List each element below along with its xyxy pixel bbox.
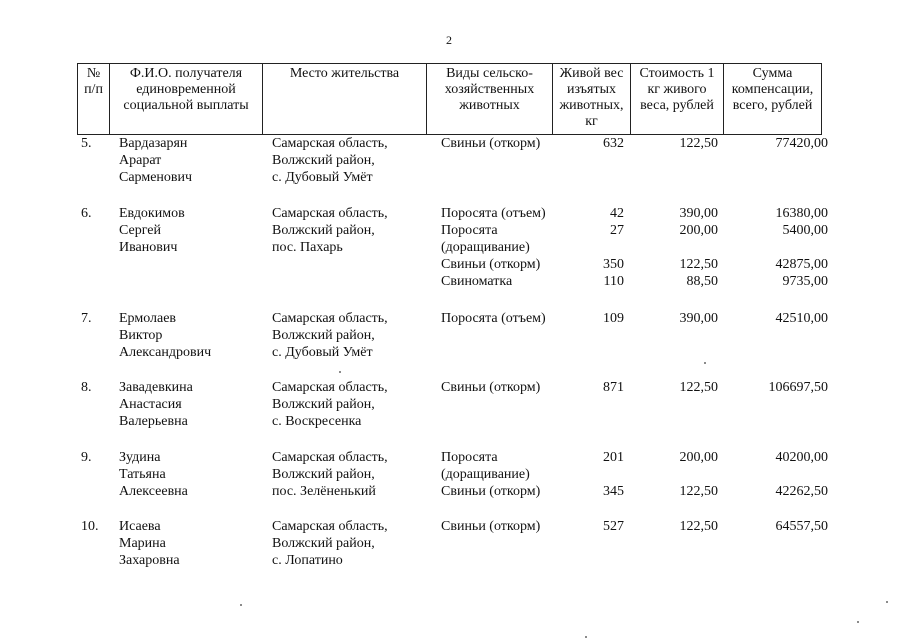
- residence-line: с. Дубовый Умёт: [272, 170, 373, 185]
- sum-value: 64557,50: [775, 519, 828, 534]
- residence-line: Волжский район,: [272, 153, 375, 168]
- price-per-kg: [640, 135, 718, 152]
- animal-kind-line: (доращивание): [441, 240, 530, 255]
- recipient-name: [119, 205, 259, 256]
- residence: [272, 379, 432, 430]
- name-line: Завадевкина: [119, 380, 193, 395]
- line-gap: [640, 466, 718, 483]
- recipient-name: [119, 518, 259, 569]
- weight-value: 345: [603, 484, 624, 499]
- table-header: [77, 63, 822, 135]
- price-value: 122,50: [679, 519, 718, 534]
- residence: [272, 205, 432, 256]
- residence-line: Самарская область,: [272, 380, 388, 395]
- animal-kinds: [441, 449, 567, 500]
- price-value: 122,50: [679, 257, 718, 272]
- animal-kind-line: Свиноматка: [441, 274, 513, 289]
- header-name: Ф.И.О. получателя единовременной социальной выплаты: [110, 64, 263, 135]
- animal-kind-line: Свиньи (откорм): [441, 519, 541, 534]
- compensation-sum: [740, 379, 828, 396]
- page-number: 2: [446, 33, 452, 47]
- header-place: Место жительства: [263, 64, 427, 135]
- residence: [272, 449, 432, 500]
- sum-value: 42875,00: [775, 257, 828, 272]
- compensation-sum: [740, 449, 828, 500]
- live-weight: [572, 518, 624, 535]
- price-per-kg: [640, 449, 718, 500]
- residence-line: пос. Пахарь: [272, 240, 343, 255]
- scan-speck: [240, 604, 242, 606]
- animal-kinds: [441, 205, 567, 290]
- price-per-kg: [640, 310, 718, 327]
- compensation-sum: [740, 135, 828, 152]
- residence-line: с. Воскресенка: [272, 414, 362, 429]
- line-gap: [572, 466, 624, 483]
- live-weight: [572, 135, 624, 152]
- residence-line: Волжский район,: [272, 328, 375, 343]
- weight-value: 527: [603, 519, 624, 534]
- row-number: 6.: [81, 206, 92, 221]
- sum-value: 9735,00: [782, 274, 828, 289]
- residence-line: Волжский район,: [272, 467, 375, 482]
- name-line: Вардазарян: [119, 136, 188, 151]
- scan-speck: [704, 362, 706, 364]
- residence-line: Самарская область,: [272, 206, 388, 221]
- live-weight: [572, 449, 624, 500]
- weight-value: 632: [603, 136, 624, 151]
- scan-speck: [585, 636, 587, 638]
- name-line: Татьяна: [119, 467, 166, 482]
- sum-value: 42262,50: [775, 484, 828, 499]
- row-number: 10.: [81, 519, 99, 534]
- name-line: Исаева: [119, 519, 161, 534]
- recipient-name: [119, 449, 259, 500]
- animal-kinds: [441, 518, 567, 535]
- line-gap: [572, 239, 624, 256]
- sum-value: 77420,00: [775, 136, 828, 151]
- name-line: Зудина: [119, 450, 161, 465]
- recipient-name: [119, 310, 259, 361]
- residence-line: пос. Зелёненький: [272, 484, 376, 499]
- header-weight: Живой вес изъятых животных, кг: [553, 64, 631, 135]
- weight-value: 201: [603, 450, 624, 465]
- line-gap: [740, 239, 828, 256]
- row-number: 9.: [81, 450, 92, 465]
- line-gap: [740, 466, 828, 483]
- residence-line: Волжский район,: [272, 223, 375, 238]
- price-value: 122,50: [679, 136, 718, 151]
- weight-value: 27: [610, 223, 624, 238]
- compensation-sum: [740, 518, 828, 535]
- header-price: Стоимость 1 кг живого веса, рублей: [631, 64, 724, 135]
- compensation-sum: [740, 310, 828, 327]
- live-weight: [572, 310, 624, 327]
- residence-line: Волжский район,: [272, 397, 375, 412]
- name-line: Валерьевна: [119, 414, 188, 429]
- recipient-name: [119, 135, 259, 186]
- compensation-sum: [740, 205, 828, 290]
- header-sum: Сумма компенсации, всего, рублей: [724, 64, 822, 135]
- residence-line: Волжский район,: [272, 536, 375, 551]
- name-line: Виктор: [119, 328, 163, 343]
- weight-value: 350: [603, 257, 624, 272]
- row-number: 5.: [81, 136, 92, 151]
- price-per-kg: [640, 379, 718, 396]
- row-number: 8.: [81, 380, 92, 395]
- live-weight: [572, 379, 624, 396]
- price-value: 122,50: [679, 380, 718, 395]
- animal-kind-line: Свиньи (откорм): [441, 136, 541, 151]
- row-number: 7.: [81, 311, 92, 326]
- weight-value: 871: [603, 380, 624, 395]
- name-line: Сергей: [119, 223, 161, 238]
- price-value: 200,00: [679, 450, 718, 465]
- name-line: Александрович: [119, 345, 212, 360]
- residence: [272, 518, 432, 569]
- animal-kind-line: Свиньи (откорм): [441, 380, 541, 395]
- sum-value: 40200,00: [775, 450, 828, 465]
- animal-kind-line: (доращивание): [441, 467, 530, 482]
- weight-value: 109: [603, 311, 624, 326]
- animal-kinds: [441, 135, 567, 152]
- name-line: Алексеевна: [119, 484, 188, 499]
- name-line: Захаровна: [119, 553, 180, 568]
- residence-line: Самарская область,: [272, 311, 388, 326]
- price-value: 88,50: [686, 274, 718, 289]
- name-line: Иванович: [119, 240, 178, 255]
- price-per-kg: [640, 205, 718, 290]
- live-weight: [572, 205, 624, 290]
- sum-value: 5400,00: [782, 223, 828, 238]
- scan-speck: [857, 621, 859, 623]
- recipient-name: [119, 379, 259, 430]
- residence: [272, 135, 432, 186]
- weight-value: 110: [603, 274, 624, 289]
- animal-kinds: [441, 310, 567, 327]
- weight-value: 42: [610, 206, 624, 221]
- animal-kind-line: Свиньи (откорм): [441, 257, 541, 272]
- animal-kind-line: Свиньи (откорм): [441, 484, 541, 499]
- residence-line: с. Лопатино: [272, 553, 343, 568]
- name-line: Анастасия: [119, 397, 182, 412]
- name-line: Евдокимов: [119, 206, 185, 221]
- name-line: Марина: [119, 536, 166, 551]
- price-value: 200,00: [679, 223, 718, 238]
- residence-line: Самарская область,: [272, 136, 388, 151]
- residence: [272, 310, 432, 361]
- sum-value: 106697,50: [768, 380, 828, 395]
- scan-speck: [339, 371, 341, 373]
- scan-speck: [886, 601, 888, 603]
- residence-line: Самарская область,: [272, 450, 388, 465]
- animal-kind-line: Поросята (отъем): [441, 311, 546, 326]
- animal-kind-line: Поросята (отъем): [441, 206, 546, 221]
- price-value: 390,00: [679, 206, 718, 221]
- price-value: 390,00: [679, 311, 718, 326]
- name-line: Сарменович: [119, 170, 193, 185]
- residence-line: Самарская область,: [272, 519, 388, 534]
- residence-line: с. Дубовый Умёт: [272, 345, 373, 360]
- header-num: № п/п: [78, 64, 110, 135]
- price-value: 122,50: [679, 484, 718, 499]
- header-kind: Виды сельско-хозяйственных животных: [427, 64, 553, 135]
- animal-kinds: [441, 379, 567, 396]
- price-per-kg: [640, 518, 718, 535]
- name-line: Ермолаев: [119, 311, 177, 326]
- sum-value: 42510,00: [775, 311, 828, 326]
- name-line: Арарат: [119, 153, 162, 168]
- line-gap: [640, 239, 718, 256]
- animal-kind-line: Поросята: [441, 223, 498, 238]
- sum-value: 16380,00: [775, 206, 828, 221]
- animal-kind-line: Поросята: [441, 450, 498, 465]
